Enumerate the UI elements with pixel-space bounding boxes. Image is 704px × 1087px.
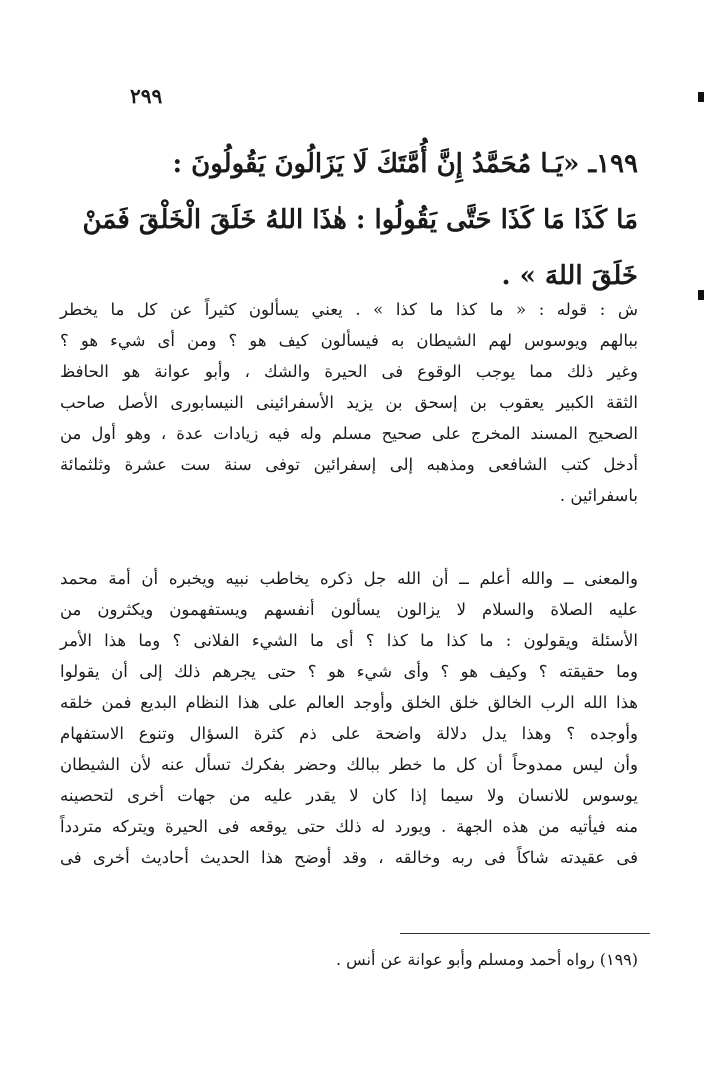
hadith-line: خَلَقَ اللهَ » .: [501, 261, 638, 291]
meaning-paragraph: [60, 563, 638, 873]
text-line: وما حقيقته ؟ وكيف هو ؟ وأى شيء هو ؟ حتى يجرهم ذلك إلى أن يقولوا: [60, 662, 638, 681]
commentary-paragraph: [60, 294, 638, 511]
text-line: أدخل كتب الشافعى ومذهبه إلى إسفرائين توفى سنة ست عشرة وثلثمائة: [60, 455, 638, 474]
text-line: هذا الله الرب الخالق خلق الخلق وأوجد العالم على هذا النظام البديع فمن خلقه: [60, 693, 638, 712]
text-line: وأن ليس ممدوحاً أن كل ما خطر ببالك وحضر بفكرك تسأل عنه لأن الشيطان: [60, 755, 638, 774]
text-line: باسفرائين .: [559, 486, 638, 505]
text-line: الصحيح المسند المخرج على صحيح مسلم وله فيه زيادات عدة ، وهو أول من: [60, 424, 638, 443]
footnote: (١٩٩) رواه أحمد ومسلم وأبو عوانة عن أنس .: [335, 950, 638, 969]
text-line: الثقة الكبير يعقوب بن إسحق بن يزيد الأسفرائينى النيسابورى الأصل صاحب: [60, 393, 638, 412]
text-line: وأوجده ؟ وهذا يدل دلالة واضحة على ذم كثرة السؤال وتنوع الاستفهام: [60, 724, 638, 743]
text-line: يوسوس للانسان ولا سيما إذا كان لا يقدر عليه من جهات أخرى لتحصينه: [60, 786, 638, 805]
footnote-divider: [400, 933, 650, 934]
hadith-line: ١٩٩ـ «يَـا مُحَمَّدُ إِنَّ أُمَّتَكَ لَا يَزَالُونَ يَقُولُونَ :: [172, 149, 638, 179]
text-line: ببالهم ويوسوس لهم الشيطان به فيسألون كيف هو ؟ ومن أى شيء هو ؟: [60, 331, 638, 350]
page-edge-mark-top: [698, 92, 704, 102]
text-line: عليه الصلاة والسلام لا يزالون يسألون أنفسهم ويستفهمون ويكثرون من: [60, 600, 638, 619]
text-line: والمعنى ــ والله أعلم ــ أن الله جل ذكره يخاطب نبيه ويخبره أن أمة محمد: [60, 569, 638, 588]
text-line: الأسئلة ويقولون : ما كذا ما كذا ؟ أى ما الشيء الفلانى ؟ وما هذا الأمر: [60, 631, 638, 650]
page-number: ٢٩٩: [130, 84, 163, 108]
text-line: منه فيأتيه من هذه الجهة . ويورد له ذلك حتى يوقعه فى الحيرة ويتركه متردداً: [60, 817, 638, 836]
text-line: وغير ذلك مما يوجب الوقوع فى الحيرة والشك ، وأبو عوانة هو الحافظ: [60, 362, 638, 381]
text-line: ش : قوله : « ما كذا ما كذا » . يعني يسألون كثيراً عن كل ما يخطر: [60, 300, 638, 319]
text-line: فى عقيدته شاكاً فى ربه وخالقه ، وقد أوضح هذا الحديث أحاديث أخرى فى: [60, 848, 638, 867]
hadith-line: مَا كَذَا مَا كَذَا حَتَّى يَقُولُوا : هٰذَا اللهُ خَلَقَ الْخَلْقَ فَمَنْ: [82, 205, 638, 235]
hadith-text: [60, 136, 638, 304]
page-edge-mark-middle: [698, 290, 704, 300]
